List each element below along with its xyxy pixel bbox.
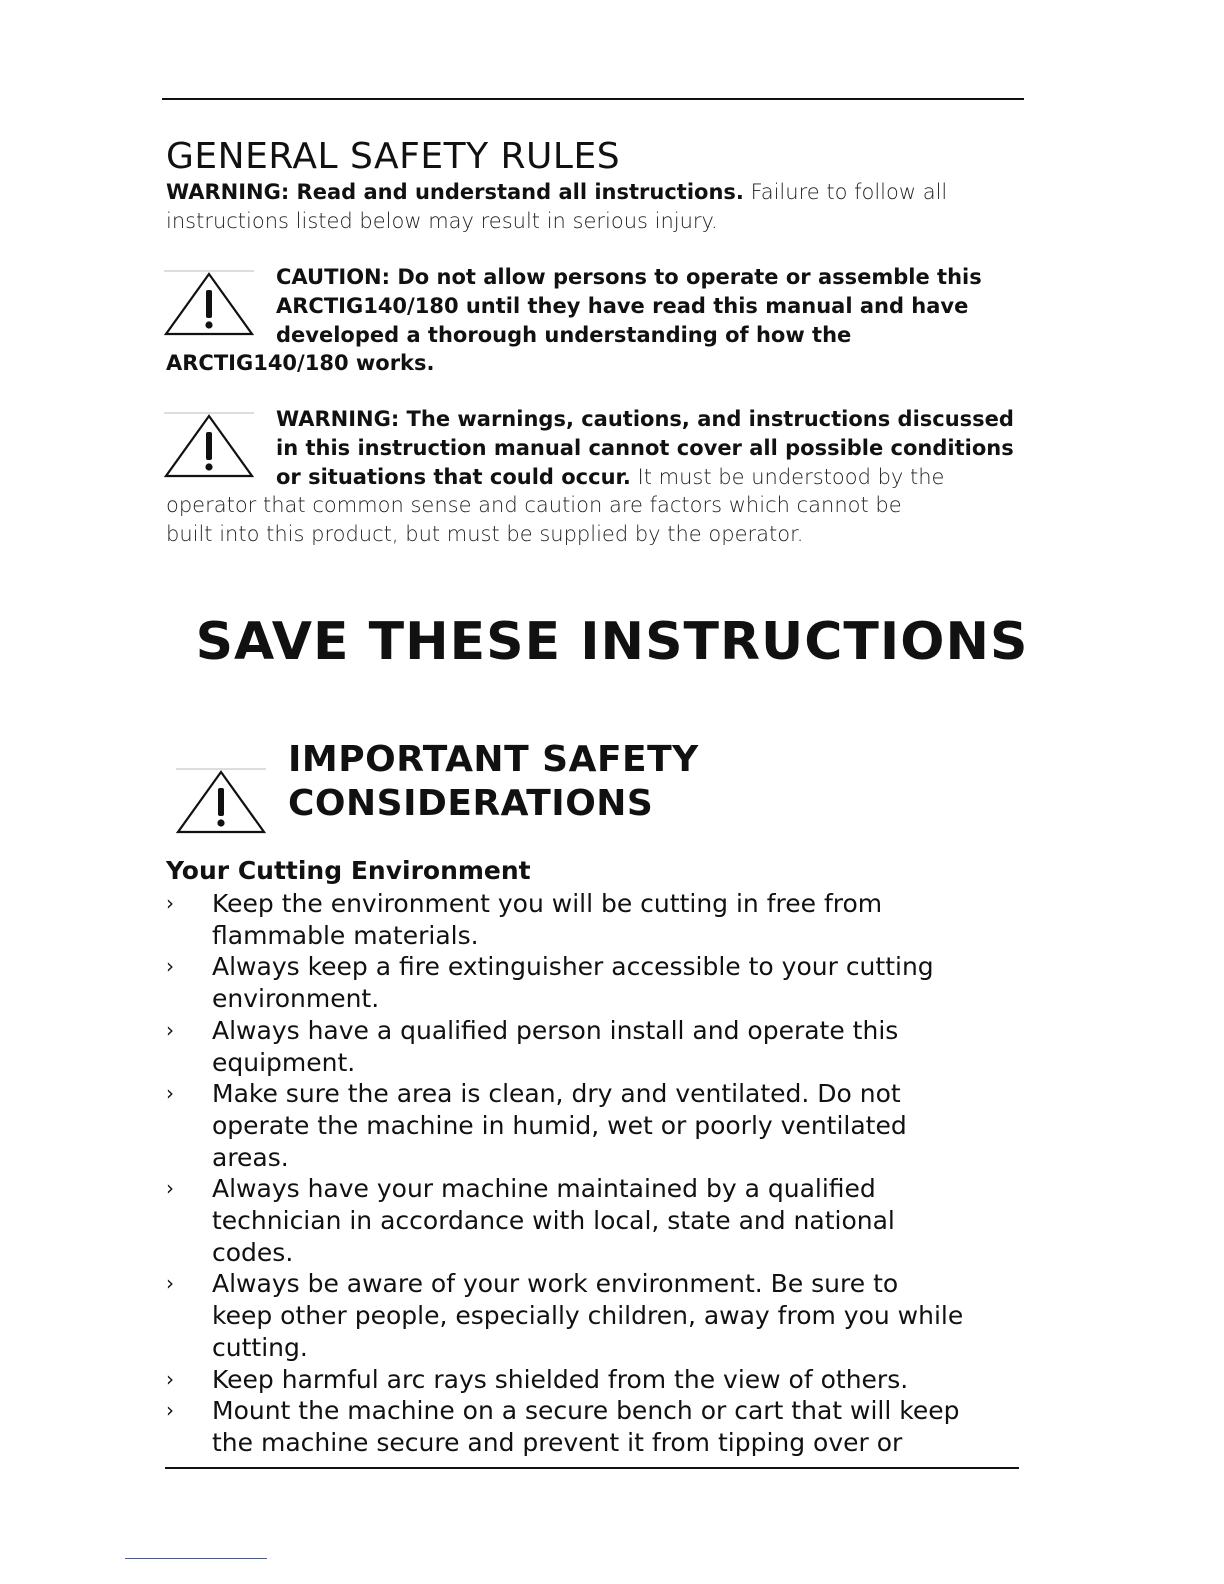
warning-line2: in this instruction manual cannot cover all possible conditions	[276, 436, 1014, 460]
caution-line2: ARCTIG140/180 until they have read this manual and have	[276, 294, 969, 318]
general-warning-line2: instructions listed below may result in serious injury.	[166, 209, 718, 233]
list-item: › Always have a qualified person install and operate this equipment.	[166, 1015, 899, 1077]
warning-line1: WARNING: The warnings, cautions, and instructions discussed	[276, 407, 1014, 431]
caution-paragraph-end	[166, 349, 435, 378]
caution-line1: CAUTION: Do not allow persons to operate or assemble this	[276, 265, 982, 289]
bullet-chevron-icon: ›	[166, 1398, 174, 1423]
bullet-chevron-icon: ›	[166, 1176, 174, 1201]
save-instructions-heading: SAVE THESE INSTRUCTIONS	[195, 612, 1029, 672]
general-warning-paragraph	[166, 178, 947, 236]
bullet-chevron-icon: ›	[166, 891, 174, 915]
warning-triangle-icon	[176, 768, 266, 836]
warning-line4: operator that common sense and caution are factors which cannot be	[166, 493, 902, 517]
bullet-chevron-icon: ›	[166, 1081, 174, 1106]
list-item: › Always keep a fire extinguisher accessible to your cutting environment.	[166, 952, 934, 1014]
caution-line3: developed a thorough understanding of how the	[276, 323, 852, 347]
general-warning-rest: Failure to follow all	[743, 180, 948, 204]
footer-link-underline	[125, 1558, 267, 1559]
warning-line5: built into this product, but must be supplied by the operator.	[166, 522, 804, 546]
list-item: › Mount the machine on a secure bench or cart that will keep the machine secure and prevent it from tipping over or	[166, 1396, 960, 1457]
bottom-rule	[165, 1467, 1019, 1469]
caution-line4: ARCTIG140/180 works.	[166, 351, 435, 375]
warning-triangle-icon	[164, 412, 254, 480]
warning-triangle-icon	[164, 270, 254, 338]
warning-line3-bold: or situations that could occur.	[276, 465, 631, 489]
caution-paragraph	[276, 263, 982, 350]
environment-list	[166, 888, 1066, 1459]
list-item: › Always be aware of your work environment. Be sure to keep other people, especially children, away from you while cutting.	[166, 1269, 964, 1362]
general-warning-bold: WARNING: Read and understand all instructions.	[166, 180, 744, 204]
list-item: › Always have your machine maintained by a qualified technician in accordance with local, state and national codes.	[166, 1174, 895, 1267]
important-line1: IMPORTANT SAFETY	[288, 739, 699, 780]
top-rule	[162, 98, 1024, 100]
cutting-environment-subheading: Your Cutting Environment	[166, 856, 531, 885]
warning-paragraph	[276, 405, 1014, 492]
important-line2: CONSIDERATIONS	[288, 783, 654, 824]
list-item: › Make sure the area is clean, dry and ventilated. Do not operate the machine in humid, wet or poorly ventilated areas.	[166, 1079, 907, 1172]
bullet-chevron-icon: ›	[166, 1017, 174, 1042]
list-item: › Keep harmful arc rays shielded from the view of others.	[166, 1364, 909, 1394]
list-item: › Keep the environment you will be cutting in free from flammable materials.	[166, 889, 883, 950]
bullet-chevron-icon: ›	[166, 1271, 174, 1296]
warning-paragraph-end	[166, 491, 902, 549]
bullet-chevron-icon: ›	[166, 1366, 174, 1391]
warning-line3-rest: It must be understood by the	[630, 465, 945, 489]
important-safety-title	[288, 738, 699, 826]
general-safety-title: GENERAL SAFETY RULES	[166, 136, 621, 177]
bullet-chevron-icon: ›	[166, 954, 174, 979]
